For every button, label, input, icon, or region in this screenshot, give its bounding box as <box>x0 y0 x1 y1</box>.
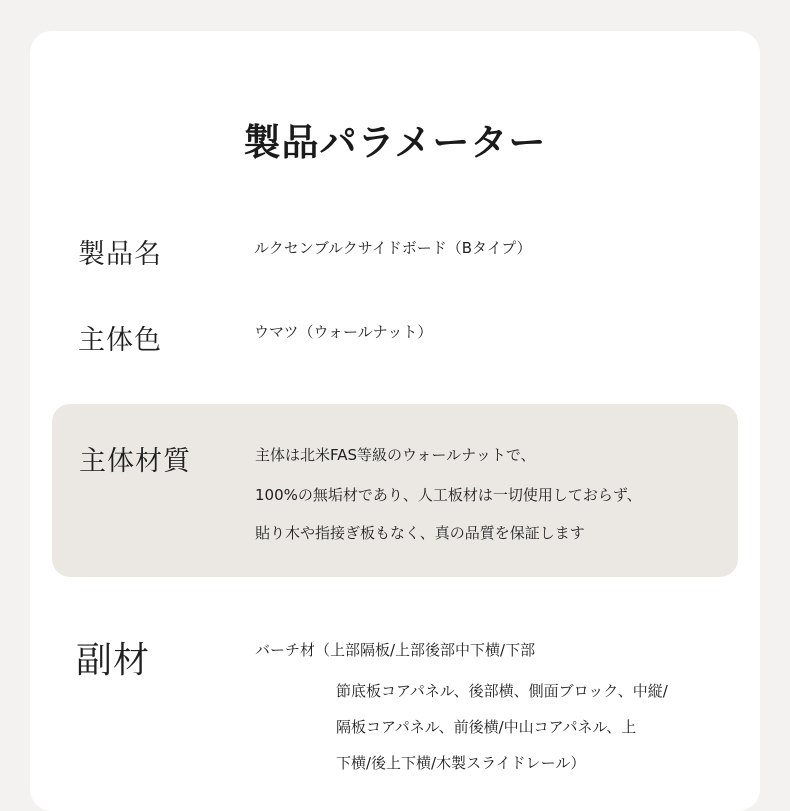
main-material-line: 主体は北米FAS等級のウォールナットで、 <box>255 446 536 464</box>
product-name-label: 製品名 <box>78 239 162 270</box>
sub-material-line: バーチ材（上部隔板/上部後部中下横/下部 <box>255 641 536 659</box>
sub-material-line: 節底板コアパネル、後部横、側面ブロック、中縦/ <box>336 682 668 700</box>
main-color-label: 主体色 <box>78 325 162 356</box>
main-material-line: 100%の無垢材であり、人工板材は一切使用しておらず、 <box>255 486 642 504</box>
page-title: 製品パラメーター <box>243 121 547 164</box>
product-name-value: ルクセンブルクサイドボード（Bタイプ） <box>254 239 532 257</box>
sub-material-label: 副材 <box>76 640 151 681</box>
main-color-value: ウマツ（ウォールナット） <box>254 323 433 341</box>
main-material-line: 貼り木や指接ぎ板もなく、真の品質を保証します <box>255 524 585 542</box>
main-material-label: 主体材質 <box>79 446 191 477</box>
sub-material-line: 隔板コアパネル、前後横/中山コアパネル、上 <box>336 718 637 736</box>
sub-material-line: 下横/後上下横/木製スライドレール） <box>336 754 586 772</box>
